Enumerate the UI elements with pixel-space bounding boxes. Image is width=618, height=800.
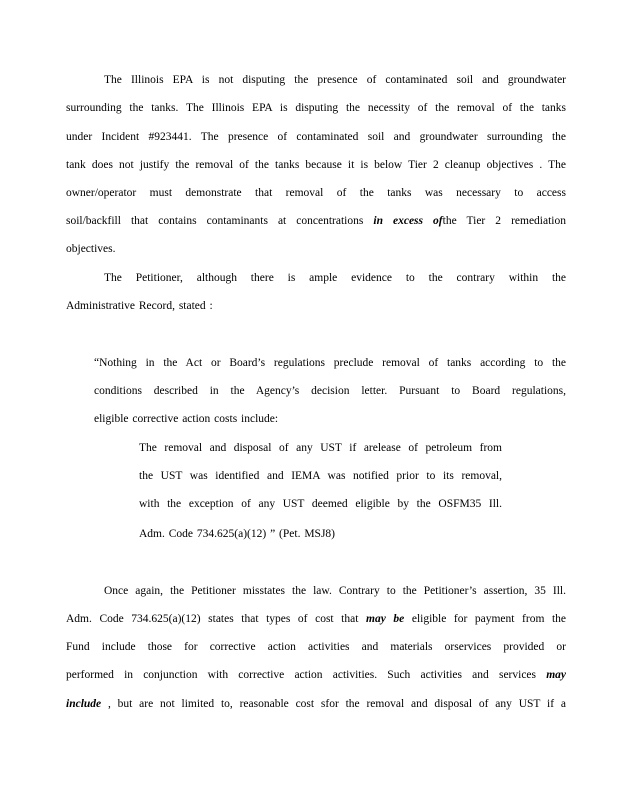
emphasis-in-excess: in excess (373, 215, 424, 227)
text: , but are not limited to, reasonable cost sfor the removal and disposal of any UST if a (107, 698, 567, 710)
emphasis-may-2: may (546, 669, 567, 681)
paragraph-1-line-6 (66, 214, 566, 228)
inner-quote-line-4: Adm. Code 734.625(a)(12) ” (Pet. MSJ8) (139, 528, 336, 540)
text: The Illinois EPA is not disputing the presence of contaminated soil and groundwater (104, 74, 566, 86)
text: performed in conjunction with corrective action activities. Such activities and services (66, 669, 537, 681)
paragraph-1-line-3: under Incident #923441. The presence of contaminated soil and groundwater surrounding the (66, 131, 566, 143)
paragraph-1-line-5: owner/operator must demonstrate that removal of the tanks was necessary to access (66, 187, 566, 199)
paragraph-2-line-1 (66, 271, 566, 285)
emphasis-may: may (366, 613, 386, 625)
text: The Petitioner, although there is ample evidence to the contrary within the (104, 272, 566, 284)
quote-line-1: “Nothing in the Act or Board’s regulations preclude removal of tanks according to the (94, 357, 566, 369)
emphasis-be: be (393, 613, 405, 625)
paragraph-1-line-1 (66, 73, 566, 87)
paragraph-1-line-7: objectives. (66, 243, 116, 255)
emphasis-include: include (66, 698, 102, 710)
inner-quote-line-1: The removal and disposal of any UST if arelease of petroleum from (139, 442, 502, 454)
inner-quote-line-2: the UST was identified and IEMA was notified prior to its removal, (139, 470, 502, 482)
paragraph-2-line-2: Administrative Record, stated : (66, 300, 213, 312)
quote-line-2: conditions described in the Agency’s decision letter. Pursuant to Board regulations, (94, 385, 566, 397)
emphasis-of: of (433, 215, 443, 227)
text: the Tier 2 remediation (442, 215, 566, 227)
inner-quote-line-3: with the exception of any UST deemed eligible by the OSFM35 Ill. (139, 498, 502, 510)
paragraph-3-line-2 (66, 612, 566, 626)
text: Adm. Code 734.625(a)(12) states that types of cost that (66, 613, 359, 625)
paragraph-3-line-1 (66, 584, 566, 598)
text: Once again, the Petitioner misstates the law. Contrary to the Petitioner’s assertion, 35 Ill. (104, 585, 566, 597)
paragraph-3-line-3: Fund include those for corrective action activities and materials orservices provided or (66, 641, 566, 653)
paragraph-1-line-2: surrounding the tanks. The Illinois EPA is disputing the necessity of the removal of the tanks (66, 102, 566, 114)
paragraph-3-line-4 (66, 668, 566, 682)
paragraph-1-line-4: tank does not justify the removal of the tanks because it is below Tier 2 cleanup objectives . The (66, 159, 566, 171)
paragraph-3-line-5 (66, 697, 566, 711)
text: eligible for payment from the (411, 613, 567, 625)
quote-line-3: eligible corrective action costs include: (94, 413, 279, 425)
text: soil/backfill that contains contaminants at concentrations (66, 215, 364, 227)
